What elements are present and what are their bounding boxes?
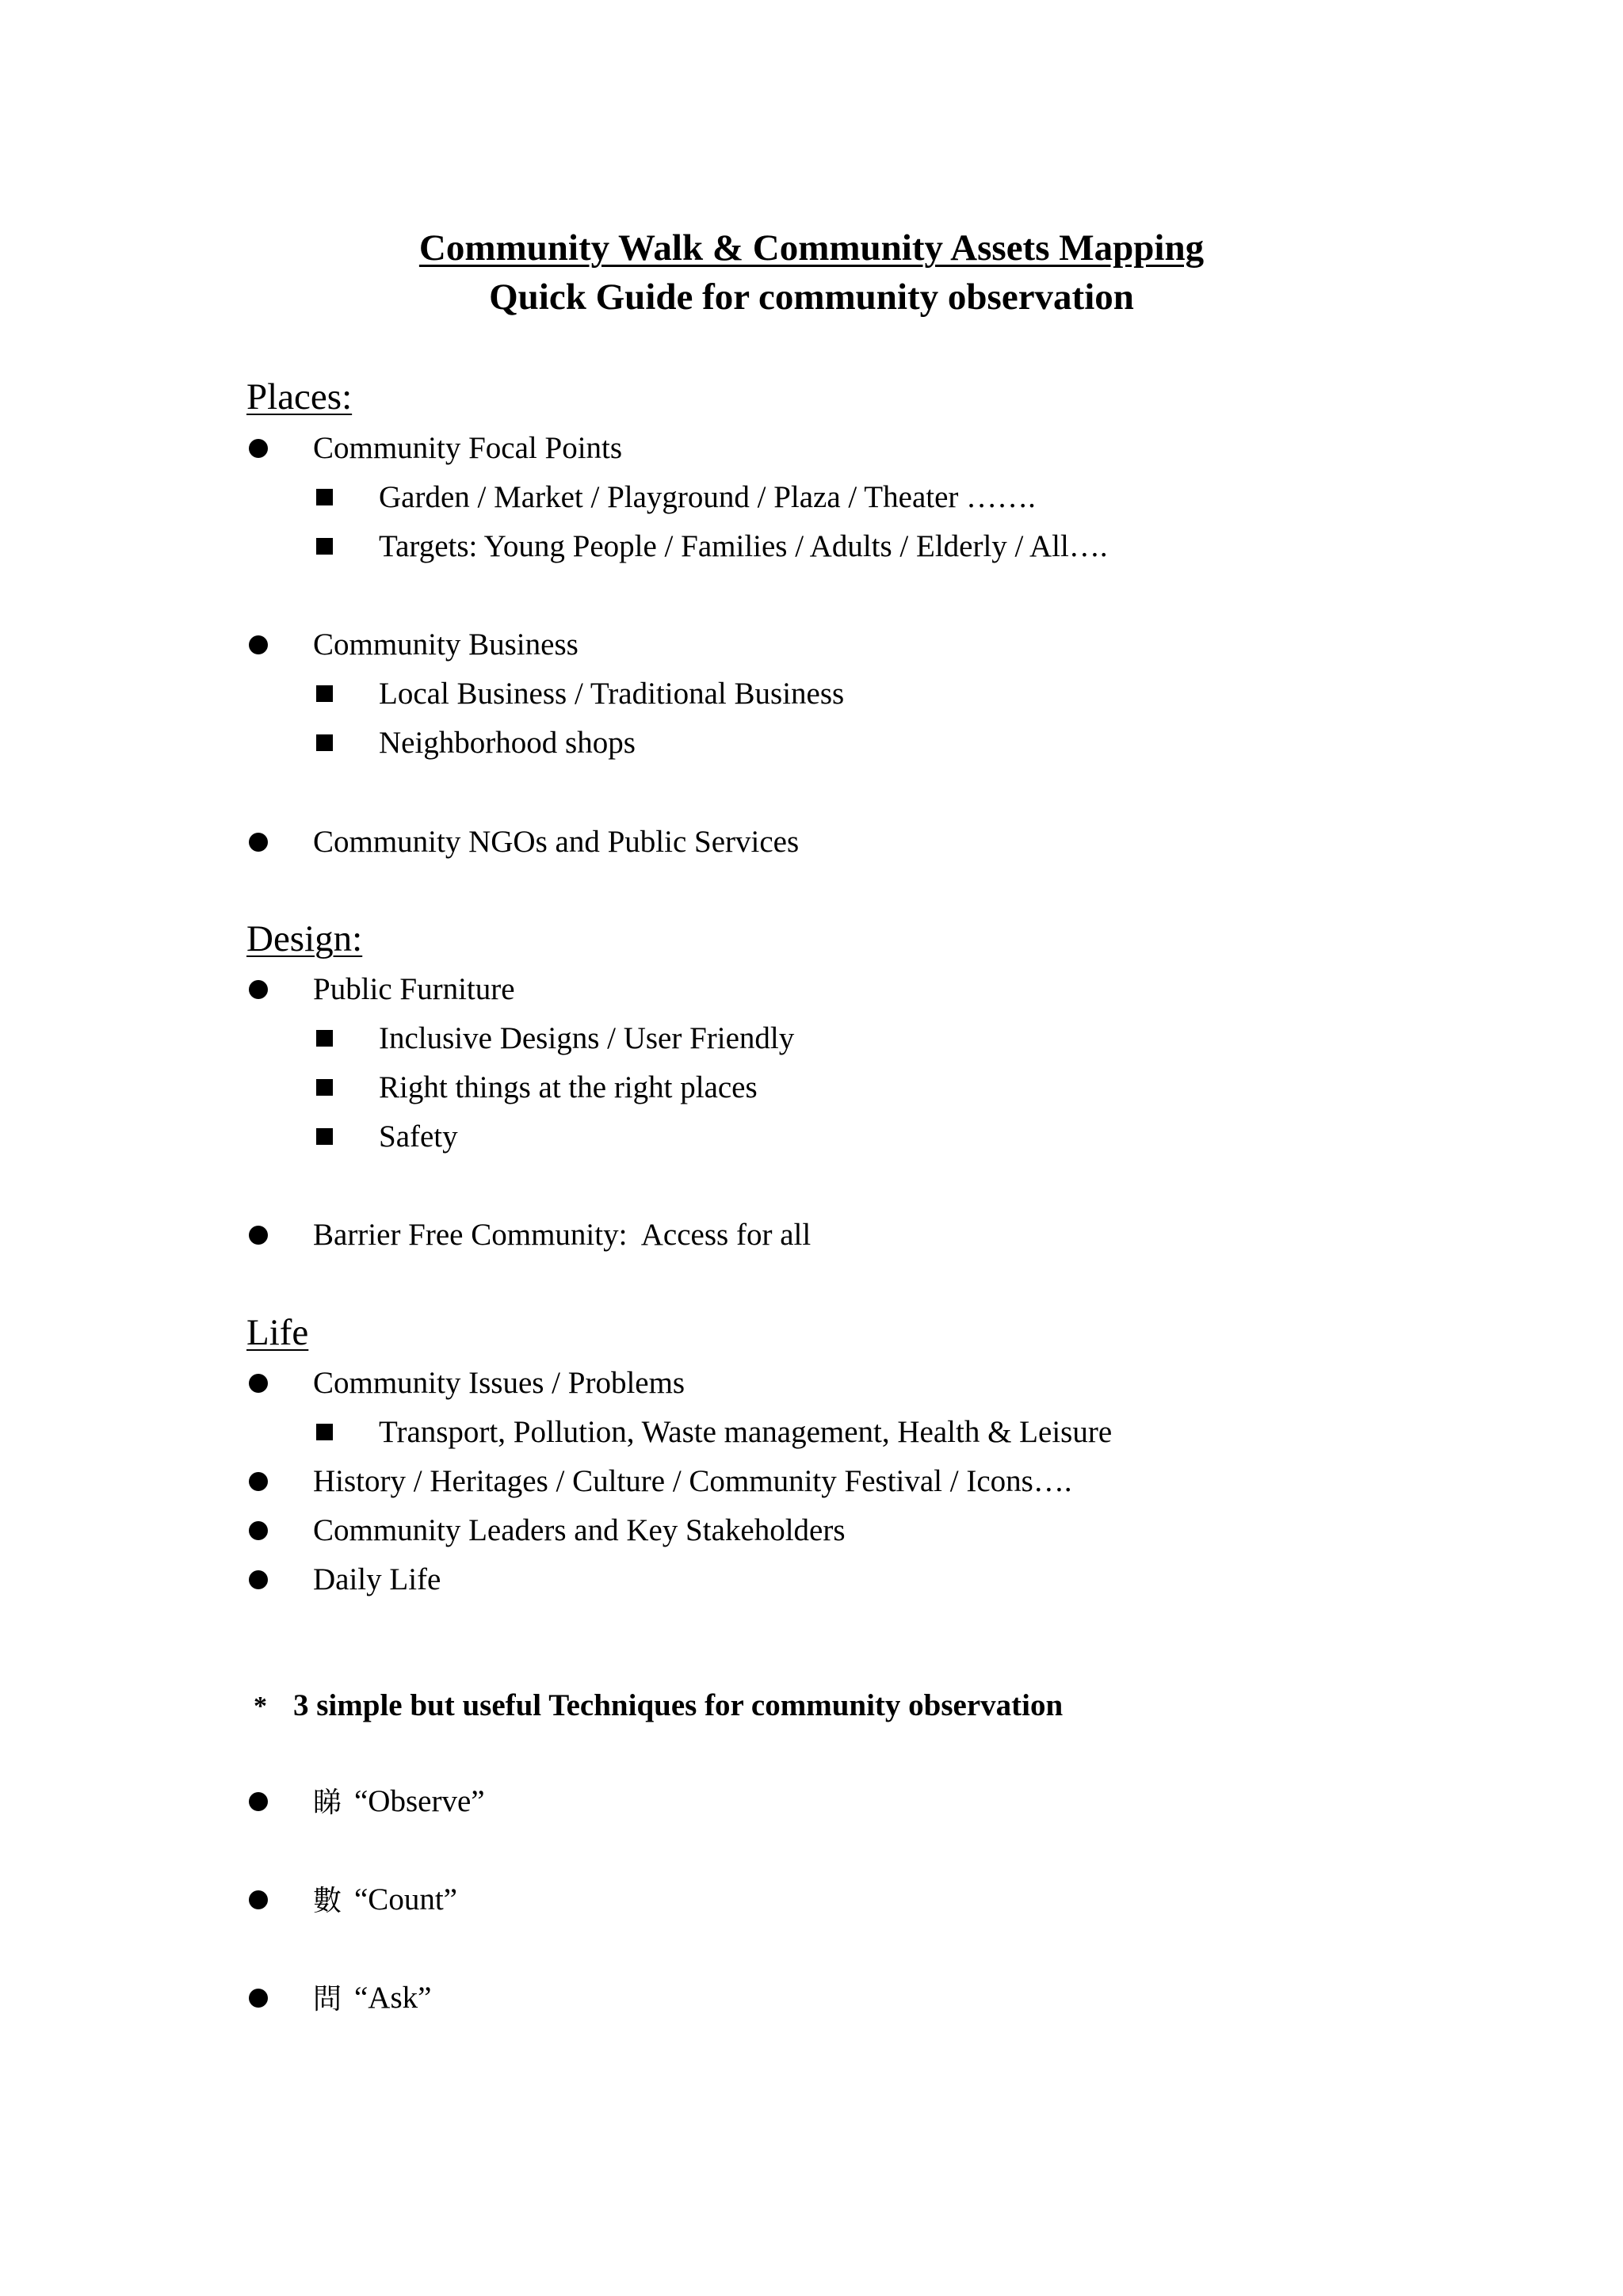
document-title xyxy=(0,223,1623,322)
technique-label: “Observe” xyxy=(354,1784,485,1818)
list-item-label: Barrier Free Community: Access for all xyxy=(313,1218,812,1252)
sub-item-label: Garden / Market / Playground / Plaza / Theater ……. xyxy=(379,480,1036,514)
sub-item-label: Local Business / Traditional Business xyxy=(379,677,845,711)
bullet-dot-icon xyxy=(249,439,268,458)
list-item-label: Community Focal Points xyxy=(313,431,623,465)
sub-item-label: Neighborhood shops xyxy=(379,726,636,760)
bullet-square-icon xyxy=(316,1128,333,1145)
bullet-square-icon xyxy=(316,734,333,751)
list-item-label: Daily Life xyxy=(313,1562,441,1596)
sub-item-label: Right things at the right places xyxy=(379,1070,758,1104)
bullet-dot-icon xyxy=(249,1472,268,1491)
bullet-square-icon xyxy=(316,538,333,555)
bullet-square-icon xyxy=(316,1424,333,1440)
technique-cjk: 睇 xyxy=(313,1787,342,1819)
technique-label: “Count” xyxy=(354,1882,457,1917)
section-heading-design: Design: xyxy=(246,918,363,959)
list-item-label: Community Business xyxy=(313,627,579,662)
bullet-square-icon xyxy=(316,489,333,505)
list-item-label: Community Issues / Problems xyxy=(313,1366,685,1400)
bullet-square-icon xyxy=(316,1030,333,1047)
bullet-dot-icon xyxy=(249,1570,268,1589)
bullet-dot-icon xyxy=(249,1374,268,1393)
sub-item-label: Safety xyxy=(379,1119,458,1154)
technique-label: “Ask” xyxy=(354,1981,432,2015)
bullet-dot-icon xyxy=(249,1890,268,1909)
sub-item-label: Targets: Young People / Families / Adults / Elderly / All…. xyxy=(379,529,1108,563)
title-subtitle: Quick Guide for community observation xyxy=(489,277,1134,318)
list-item-label: Public Furniture xyxy=(313,972,515,1006)
asterisk-icon: * xyxy=(254,1691,267,1721)
techniques-heading-label: 3 simple but useful Techniques for community observation xyxy=(293,1688,1064,1722)
bullet-dot-icon xyxy=(249,980,268,999)
bullet-dot-icon xyxy=(249,1226,268,1245)
bullet-dot-icon xyxy=(249,1989,268,2008)
technique-cjk: 問 xyxy=(313,1983,342,2016)
sub-item-label: Transport, Pollution, Waste management, Health & Leisure xyxy=(379,1415,1113,1449)
bullet-square-icon xyxy=(316,685,333,702)
bullet-dot-icon xyxy=(249,1521,268,1540)
list-item-label: Community NGOs and Public Services xyxy=(313,825,800,859)
sub-item-label: Inclusive Designs / User Friendly xyxy=(379,1021,795,1055)
bullet-dot-icon xyxy=(249,833,268,852)
list-item-label: Community Leaders and Key Stakeholders xyxy=(313,1513,846,1547)
section-heading-life: Life xyxy=(246,1312,309,1353)
bullet-dot-icon xyxy=(249,1792,268,1811)
bullet-dot-icon xyxy=(249,635,268,654)
list-item-label: History / Heritages / Culture / Community Festival / Icons…. xyxy=(313,1464,1072,1498)
section-heading-places: Places: xyxy=(246,376,353,418)
bullet-square-icon xyxy=(316,1079,333,1096)
technique-cjk: 數 xyxy=(313,1885,342,1917)
title-main: Community Walk & Community Assets Mapping xyxy=(418,227,1205,269)
